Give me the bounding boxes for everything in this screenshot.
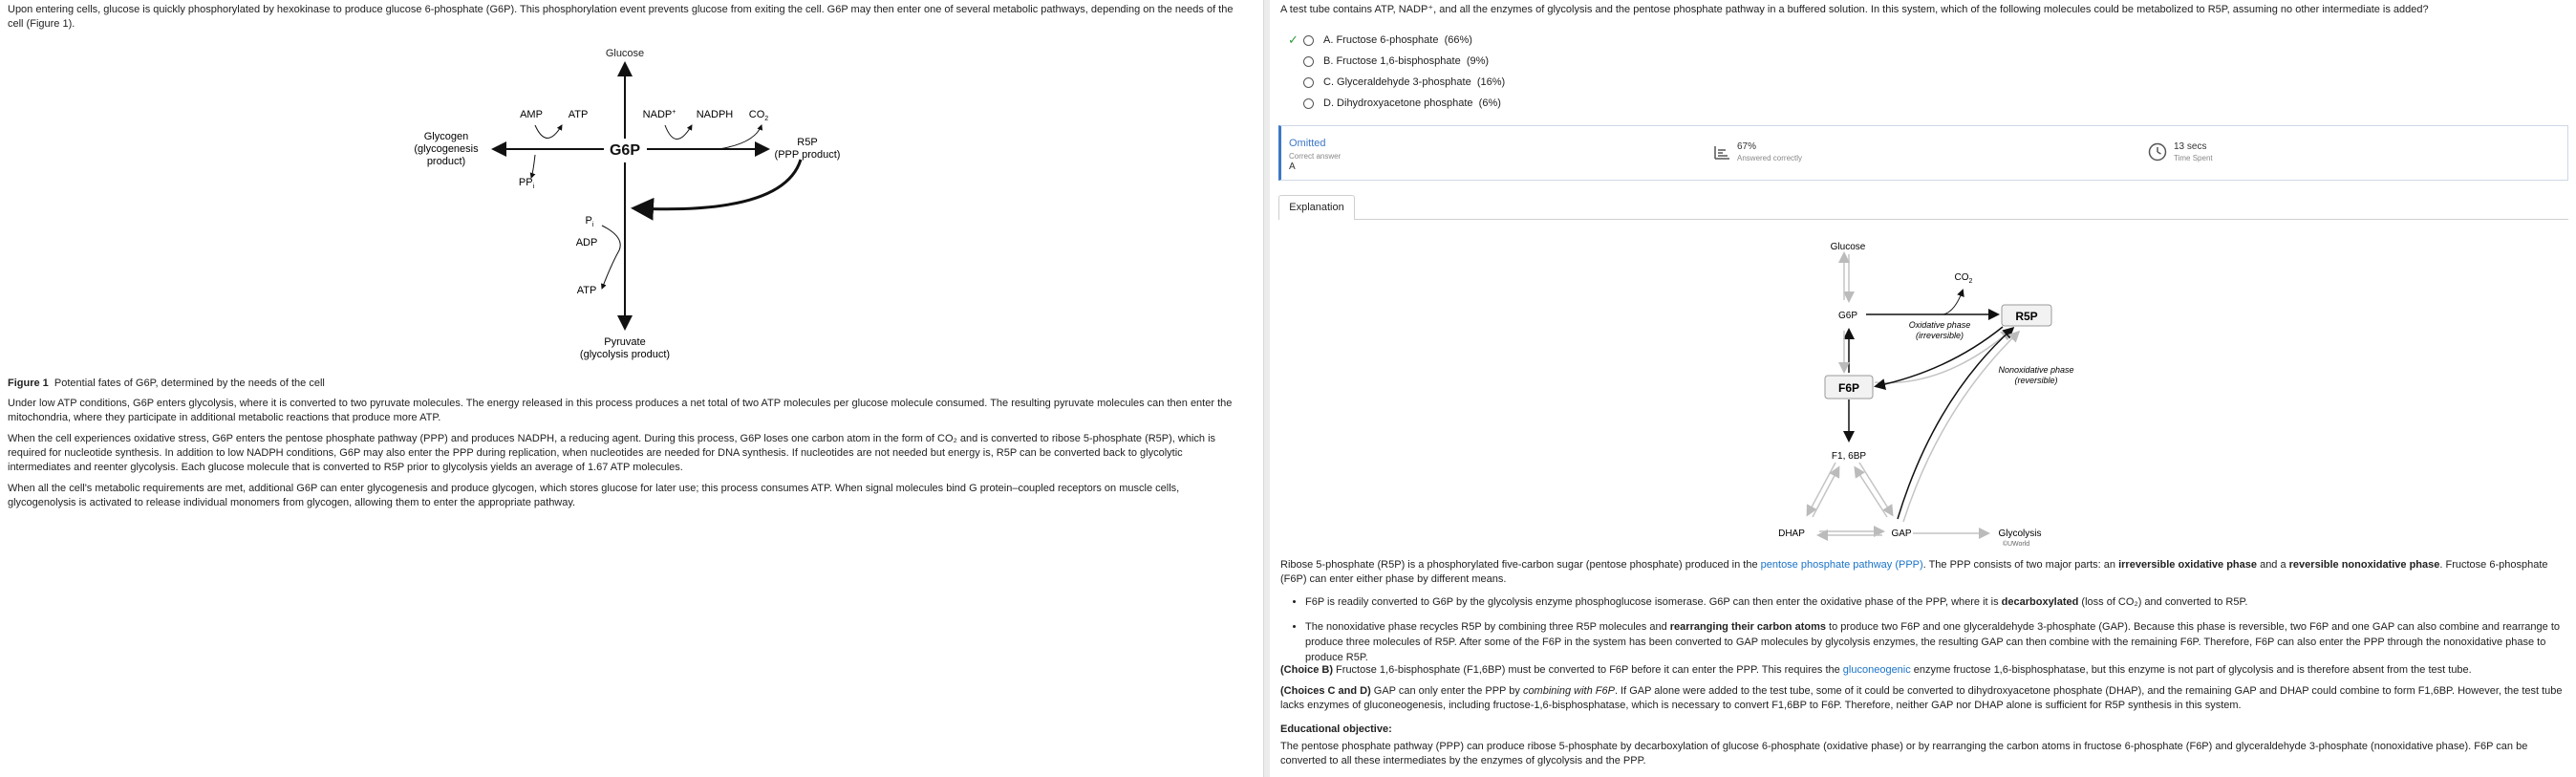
dg-nonox-1: Nonoxidative phase xyxy=(1998,365,2074,375)
choice-a-label: A. Fructose 6-phosphate xyxy=(1323,34,1439,46)
passage-intro: Upon entering cells, glucose is quickly phosphorylated by hexokinase to produce glucose 6-phosphate (G6P). This phosphorylation event prevents glucose from exiting the cell. G6P may then enter one of several metabolic pathways, depending on the needs of the cell (Figure 1). xyxy=(8,4,1234,30)
fig-g6p: G6P xyxy=(609,142,641,159)
objective-text: The pentose phosphate pathway (PPP) can produce ribose 5-phosphate by decarboxylation of glucose 6-phosphate (oxidative phase) or by rearranging the carbon atoms in fructose 6-phosphate (F6P) and glyceraldehyde 3-phosphate (nonoxidative phase). F6P can be converted to all these intermediates by the enzymes of glycolysis and the PPP. xyxy=(1280,741,2528,766)
bar-chart-icon xyxy=(1713,143,1730,161)
fig-atp: ATP xyxy=(568,109,589,120)
fig-nadph: NADPH xyxy=(696,109,734,120)
time-label: Time Spent xyxy=(2174,154,2213,162)
choice-d[interactable] xyxy=(1288,95,1501,112)
radio-b[interactable] xyxy=(1303,56,1314,67)
pane-splitter[interactable] xyxy=(1263,0,1270,777)
figure-1 xyxy=(0,0,1261,382)
fig-pyruvate-1: Pyruvate xyxy=(604,336,646,348)
correct-answer-label: Correct answer xyxy=(1289,152,1342,161)
status-omitted: Omitted xyxy=(1289,138,1326,149)
fig-nadp: NADP+ xyxy=(642,109,676,120)
fig-pi: $P_i$ xyxy=(585,215,594,228)
choice-c-pct: (16%) xyxy=(1476,76,1506,88)
choice-a-pct: (66%) xyxy=(1444,34,1472,46)
clock-icon xyxy=(2148,142,2167,162)
fig-r5p-1: R5P xyxy=(797,137,818,148)
dg-glycolysis: Glycolysis xyxy=(1998,529,2042,539)
fig-ppi: $PP_i$ xyxy=(518,177,535,190)
choice-d-label: D. Dihydroxyacetone phosphate xyxy=(1323,97,1473,109)
explanation-intro: Ribose 5-phosphate (R5P) is a phosphorylated five-carbon sugar (pentose phosphate) produced in the pentose phosphate pathway (PPP). The PPP consists of two major parts: an irreversible oxidative phase and a reversible nonoxidative phase. Fructose 6-phosphate (F6P) can enter either phase by different means. xyxy=(1280,559,2548,585)
fig-glycogen-2: (glycogenesis xyxy=(414,143,479,155)
fig-glycogen-1: Glycogen xyxy=(423,131,469,142)
dg-watermark: ©UWorld xyxy=(2002,541,2030,548)
bullet-1: • F6P is readily converted to G6P by the glycolysis enzyme phosphoglucose isomerase. G6P can then enter the oxidative phase of the PPP, where it is decarboxylated (loss of CO₂) and converted to R5P. xyxy=(1305,594,2570,610)
tab-explanation[interactable]: Explanation xyxy=(1278,195,1355,220)
choice-c[interactable] xyxy=(1288,74,1505,91)
tab-divider xyxy=(1355,219,2568,220)
fig-atp-2: ATP xyxy=(576,285,597,296)
answer-stats-panel xyxy=(1278,125,2568,181)
radio-c[interactable] xyxy=(1303,77,1314,88)
radio-d[interactable] xyxy=(1303,98,1314,109)
dg-nonox-2: (reversible) xyxy=(2014,376,2058,385)
passage-para-3: When all the cell's metabolic requirements are met, additional G6P can enter glycogenesis and produce glycogen, which stores glucose for later use; this process consumes ATP. When signal molecules bind G protein–coupled receptors on muscle cells, glycogenolysis is activated to release individual monomers from glycogen, allowing them to enter the appropriate pathway. xyxy=(8,483,1180,508)
correct-answer-value: A xyxy=(1289,162,1296,172)
passage-pane[interactable] xyxy=(0,0,1261,777)
ppp-link[interactable]: pentose phosphate pathway (PPP) xyxy=(1760,559,1923,571)
choice-b-label: B. Fructose 1,6-bisphosphate xyxy=(1323,55,1461,67)
choice-c-label: C. Glyceraldehyde 3-phosphate xyxy=(1323,76,1471,88)
fig-glucose: Glucose xyxy=(605,48,645,59)
explanation-choice-b: (Choice B) Fructose 1,6-bisphosphate (F1,6BP) must be converted to F6P before it can enter the PPP. This requires the gluconeogenic enzyme fructose 1,6-bisphosphatase, but this enzyme is not part of glycolysis and is therefore absent from the test tube. xyxy=(1280,664,2472,676)
dg-oxidative-1: Oxidative phase xyxy=(1908,320,1971,330)
pct-correct-value: 67% xyxy=(1737,141,1757,152)
fig-glycogen-3: product) xyxy=(426,156,466,167)
objective-heading: Educational objective: xyxy=(1280,723,1392,735)
correct-check-icon: ✓ xyxy=(1288,32,1299,47)
ppi-arc xyxy=(531,155,535,178)
dg-g6p: G6P xyxy=(1837,311,1858,321)
figure-caption: Figure 1 Potential fates of G6P, determined by the needs of the cell xyxy=(8,378,325,389)
fig-amp: AMP xyxy=(520,109,543,120)
dg-r5p: R5P xyxy=(2015,310,2038,323)
amp-atp-arc xyxy=(535,125,562,139)
nadp-arc xyxy=(665,125,692,140)
dg-glucose: Glucose xyxy=(1830,242,1866,252)
choice-a[interactable] xyxy=(1288,32,1472,49)
time-value: 13 secs xyxy=(2174,141,2207,152)
r5p-recycle-arrow xyxy=(636,160,801,209)
choice-b-pct: (9%) xyxy=(1466,55,1490,67)
gluconeogenic-link[interactable]: gluconeogenic xyxy=(1842,664,1911,676)
dg-co2: $CO_2$ xyxy=(1954,272,1973,285)
explanation-bullets xyxy=(1280,594,2570,665)
fig-co2: $CO_2$ xyxy=(748,109,769,122)
radio-a[interactable] xyxy=(1303,35,1314,46)
dg-oxidative-2: (irreversible) xyxy=(1915,331,1964,340)
passage-para-2: When the cell experiences oxidative stress, G6P enters the pentose phosphate pathway (PPP) and produces NADPH, a reducing agent. During this process, G6P loses one carbon atom in the form of CO₂ and is converted to ribose 5-phosphate (R5P), which is required for nucleotide synthesis. In addition to low NADPH conditions, G6P may also enter the PPP during replication, when nucleotides are needed for DNA synthesis. If nucleotides are not needed but energy is, R5P can be converted back to glycolytic intermediates and reenter glycolysis. Each glucose molecule that is converted to R5P prior to glycolysis yields an average of 1.67 ATP molecules. xyxy=(8,433,1216,473)
dg-gap: GAP xyxy=(1891,529,1912,539)
explanation-choices-cd: (Choices C and D) GAP can only enter the PPP by combining with F6P. If GAP alone were added to the test tube, some of it could be converted to dihydroxyacetone phosphate (DHAP), and the remaining GAP and DHAP could combine to form F1,6BP. However, the test tube lacks enzymes of gluconeogenesis, including fructose-1,6-bisphosphatase, which is necessary to convert F1,6BP to F6P. Therefore, neither GAP nor DHAP alone is sufficient for R5P synthesis in this system. xyxy=(1280,685,2563,711)
explanation-diagram xyxy=(1275,227,2574,552)
fig-adp: ADP xyxy=(575,237,598,248)
co2-arc xyxy=(719,125,762,149)
passage-para-1: Under low ATP conditions, G6P enters glycolysis, where it is converted to two pyruvate molecules. The energy released in this process produces a net total of two ATP molecules per glucose molecule consumed. The resulting pyruvate molecules can then enter the mitochondria, where they participate in additional metabolic reactions that produce more ATP. xyxy=(8,398,1233,423)
fig-r5p-2: (PPP product) xyxy=(774,149,841,161)
question-pane[interactable] xyxy=(1275,0,2574,777)
choice-d-pct: (6%) xyxy=(1478,97,1501,109)
dg-dhap: DHAP xyxy=(1778,529,1805,539)
dg-f16bp: F1, 6BP xyxy=(1831,451,1867,462)
question-stem: A test tube contains ATP, NADP⁺, and all the enzymes of glycolysis and the pentose phosphate pathway in a buffered solution. In this system, which of the following molecules could be metabolized to R5P, assuming no other intermediate is added? xyxy=(1280,4,2429,15)
choice-b[interactable] xyxy=(1288,53,1489,70)
glycolysis-cofactor-arc xyxy=(602,226,620,289)
bullet-2: • The nonoxidative phase recycles R5P by combining three R5P molecules and rearranging their carbon atoms to produce two F6P and one glyceraldehyde 3-phosphate (GAP). Because this phase is reversible, two F6P and one GAP can also combine and rearrange to produce three molecules of R5P. After some of the F6P in the system has been converted to GAP molecules by glycolysis enzymes, the resulting GAP can then combine with the remaining F6P. Therefore, F6P can also enter the PPP through the nonoxidative phase to produce R5P. xyxy=(1305,619,2570,665)
fig-pyruvate-2: (glycolysis product) xyxy=(579,349,671,360)
dg-f6p: F6P xyxy=(1837,381,1860,395)
pct-correct-label: Answered correctly xyxy=(1737,154,1803,162)
